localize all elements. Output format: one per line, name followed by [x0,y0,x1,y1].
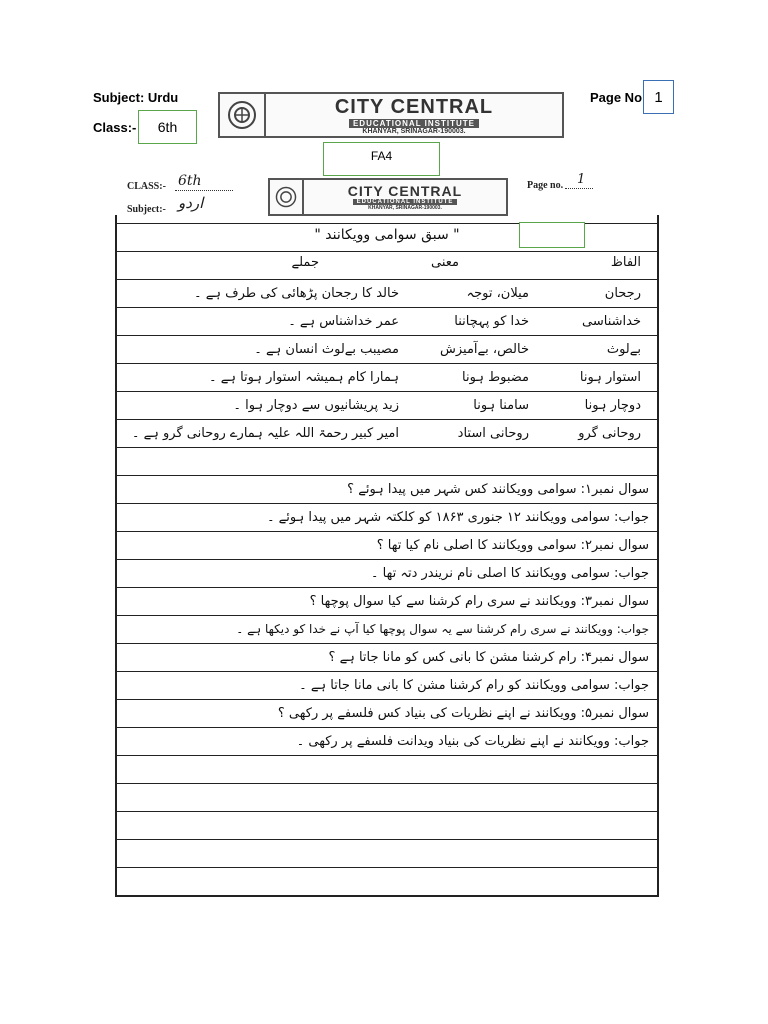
sheet-emblem-icon [270,180,304,214]
vocab-meaning: سامنا ہونا [473,398,529,413]
sheet-logo-name: CITY CENTRAL [347,183,463,199]
vocab-header-sentence: جملے [291,255,319,270]
vocab-header-meaning: معنی [431,255,459,270]
sheet-logo [268,178,508,216]
lesson-title: " سبق سوامی وویکانند " [314,227,460,243]
vocab-word: بےلوث [606,342,641,357]
logo-band: EDUCATIONAL INSTITUTE [349,119,479,128]
page-no-label: Page No [590,90,643,105]
qa-line: جواب: وویکانند نے اپنے نظریات کی بنیاد ویدانت فلسفے پر رکھی ۔ [296,734,649,749]
subject-label: Subject: Urdu [93,90,179,105]
qa-line: جواب: وویکانند نے سری رام کرشنا سے یہ سوال پوچھا کیا آپ نے خدا کو دیکھا ہے ۔ [236,622,649,636]
sheet-logo-address: KHANYAR, SRINAGAR-190003. [368,205,442,211]
vocab-row [125,398,649,422]
vocab-word: خداشناسی [582,314,641,329]
qa-line: سوال نمبر۱: سوامی وویکانند کس شہر میں پیدا ہوئے ؟ [347,482,649,497]
sheet-class-dots [175,190,233,191]
vocab-row [125,314,649,338]
sheet-class-value: 6th [178,173,202,189]
vocab-row [125,370,649,394]
qa-line: جواب: سوامی وویکانند ۱۲ جنوری ۱۸۶۳ کو کلکتہ شہر میں پیدا ہوئے ۔ [266,510,649,525]
vocab-word: روحانی گرو [578,426,641,441]
vocab-meaning: خدا کو پہچاننا [454,314,529,329]
vocab-sentence: مصیبب بےلوث انسان ہے ۔ [254,342,399,357]
vocab-sentence: زید پریشانیوں سے دوچار ہوا ۔ [233,398,399,413]
ruled-sheet [115,215,659,897]
sheet-page-dots [565,188,593,189]
assessment-box: FA4 [323,142,440,176]
logo-name: CITY CENTRAL [334,95,494,118]
vocab-row [125,426,649,450]
class-label: Class:- [93,120,137,135]
sheet-subject-value: اردو [178,194,204,212]
sheet-page-label: Page no. [527,180,564,191]
page-no-box: 1 [643,80,674,114]
vocab-meaning: مضبوط ہونا [462,370,529,385]
sheet-subject-label: Subject:- [127,204,166,215]
vocab-sentence: امیر کبیر رحمۃ اللہ علیہ ہمارے روحانی گرو ہے ۔ [131,426,399,441]
vocab-row [125,286,649,310]
class-value-box: 6th [138,110,197,144]
vocab-word: رجحان [604,286,641,301]
sheet-class-label: CLASS:- [127,181,166,192]
vocab-sentence: عمر خداشناس ہے ۔ [288,314,399,329]
sheet-logo-band: EDUCATIONAL INSTITUTE [353,199,458,205]
emblem-icon [220,94,266,136]
qa-line: سوال نمبر۵: وویکانند نے اپنے نظریات کی بنیاد کس فلسفے پر رکھی ؟ [277,706,649,721]
vocab-sentence: ہمارا کام ہمیشہ استوار ہوتا ہے ۔ [208,370,399,385]
logo-address: KHANYAR, SRINAGAR-190003. [362,127,466,135]
qa-line: سوال نمبر۴: رام کرشنا مشن کا بانی کس کو مانا جاتا ہے ؟ [328,650,649,665]
vocab-word: استوار ہونا [579,370,641,385]
sheet-page-value: 1 [577,172,586,187]
vocab-meaning: میلان، توجہ [466,286,529,301]
title-highlight-box [519,222,585,248]
institute-logo [218,92,564,138]
qa-line: سوال نمبر۳: وویکانند نے سری رام کرشنا سے کیا سوال پوچھا ؟ [309,594,649,609]
qa-line: جواب: سوامی وویکانند کا اصلی نام نریندر دتہ تھا ۔ [370,566,649,581]
vocab-header-word: الفاظ [610,255,641,270]
vocab-meaning: خالص، بےآمیزش [440,342,529,357]
vocab-word: دوچار ہونا [584,398,641,413]
vocab-sentence: خالد کا رجحان پڑھائی کی طرف ہے ۔ [193,286,399,301]
vocab-header-row [125,255,649,279]
vocab-meaning: روحانی استاد [457,426,529,441]
qa-line: جواب: سوامی وویکانند کو رام کرشنا مشن کا بانی مانا جاتا ہے ۔ [299,678,649,693]
qa-line: سوال نمبر۲: سوامی وویکانند کا اصلی نام کیا تھا ؟ [376,538,649,553]
vocab-row [125,342,649,366]
